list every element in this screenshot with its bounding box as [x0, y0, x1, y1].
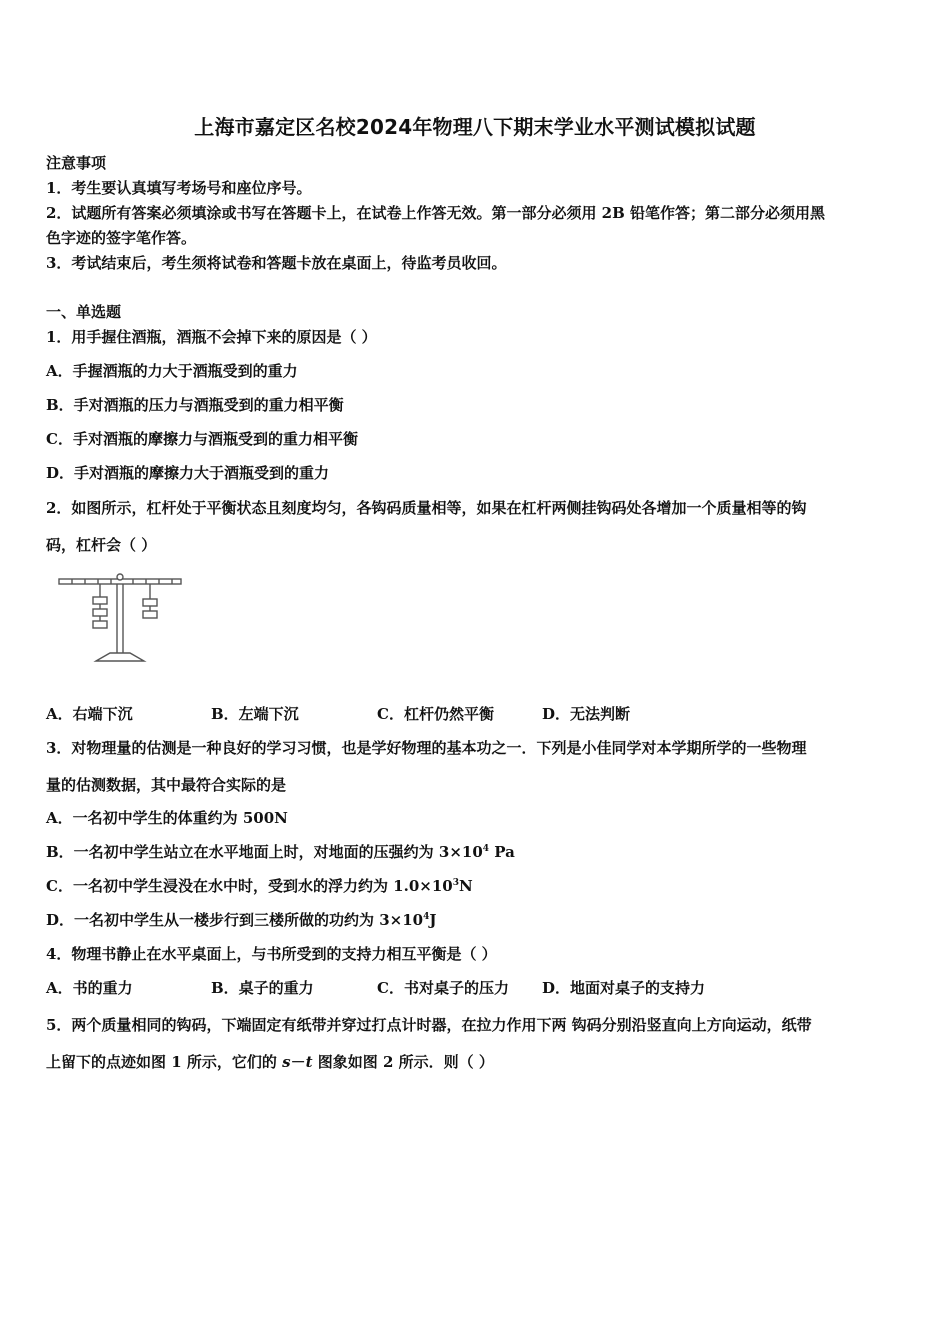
q4-option-b: B．桌子的重力 — [211, 979, 314, 997]
stand-base — [96, 653, 144, 661]
q3-option-b-unit: Pa — [489, 843, 515, 861]
section-heading: 一、单选题 — [46, 303, 122, 321]
q4-option-d: D．地面对桌子的支持力 — [542, 979, 706, 997]
q5-stem-line1: 5．两个质量相同的钩码，下端固定有纸带并穿过打点计时器，在拉力作用下两 钩码分别沿竖直向上方向运动，纸带 — [46, 1016, 812, 1034]
q3-stem-line1: 3．对物理量的估测是一种良好的学习习惯，也是学好物理的基本功之一．下列是小佳同学对本学期所学的一些物理 — [46, 739, 807, 757]
q5-symbol-s: s — [282, 1053, 291, 1071]
lever-balance-figure — [56, 569, 186, 669]
right-weight-2 — [143, 611, 157, 618]
q3-option-c-text: C．一名初中学生浸没在水中时，受到水的浮力约为 1.0×10 — [46, 877, 453, 895]
q5-dash: － — [290, 1053, 306, 1071]
q3-option-d-text: D．一名初中学生从一楼步行到三楼所做的功约为 3×10 — [46, 911, 424, 929]
q3-option-c — [46, 875, 473, 896]
notice-item-1: 1．考生要认真填写考场号和座位序号。 — [46, 179, 312, 197]
q2-option-b: B．左端下沉 — [211, 705, 299, 723]
q4-option-c: C．书对桌子的压力 — [377, 979, 509, 997]
q2-option-d: D．无法判断 — [542, 705, 631, 723]
q3-option-b-text: B．一名初中学生站立在水平地面上时，对地面的压强约为 3×10 — [46, 843, 483, 861]
q3-option-c-exponent: 3 — [452, 878, 459, 888]
q2-option-a: A．右端下沉 — [46, 705, 133, 723]
q3-option-b — [46, 841, 515, 862]
q3-option-b-exponent: 4 — [482, 844, 490, 854]
q1-stem: 1．用手握住酒瓶，酒瓶不会掉下来的原因是（ ） — [46, 328, 377, 346]
q3-option-d — [46, 909, 437, 930]
left-weight-2 — [93, 609, 107, 616]
q3-stem-line2: 量的估测数据，其中最符合实际的是 — [46, 776, 287, 794]
q5-symbol-t: t — [305, 1053, 313, 1071]
q3-option-d-unit: J — [429, 911, 437, 929]
notice-item-2: 2．试题所有答案必须填涂或书写在答题卡上，在试卷上作答无效。第一部分必须用 2B 铅笔作答；第二部分必须用黑 — [46, 204, 826, 222]
page-title: 上海市嘉定区名校2024年物理八下期末学业水平测试模拟试题 — [194, 115, 756, 139]
q4-stem: 4．物理书静止在水平桌面上，与书所受到的支持力相互平衡是（ ） — [46, 945, 497, 963]
left-weight-1 — [93, 597, 107, 604]
notice-item-3: 3．考试结束后，考生须将试卷和答题卡放在桌面上，待监考员收回。 — [46, 254, 507, 272]
q3-option-a: A．一名初中学生的体重约为 500N — [46, 809, 288, 827]
q2-option-c: C．杠杆仍然平衡 — [377, 705, 494, 723]
notice-item-2-cont: 色字迹的签字笔作答。 — [46, 229, 197, 247]
right-weight-1 — [143, 599, 157, 606]
q3-option-c-unit: N — [458, 877, 473, 895]
q1-option-b: B．手对酒瓶的压力与酒瓶受到的重力相平衡 — [46, 396, 344, 414]
q2-stem-line1: 2．如图所示，杠杆处于平衡状态且刻度均匀，各钩码质量相等，如果在杠杆两侧挂钩码处各增加一个质量相等的钩 — [46, 499, 807, 517]
q3-option-d-exponent: 4 — [423, 912, 430, 922]
left-weight-3 — [93, 621, 107, 628]
q4-option-a: A．书的重力 — [46, 979, 133, 997]
notice-heading: 注意事项 — [46, 154, 107, 172]
q2-stem-line2: 码，杠杆会（ ） — [46, 536, 157, 554]
q5-stem-line2 — [46, 1051, 494, 1072]
q1-option-d: D．手对酒瓶的摩擦力大于酒瓶受到的重力 — [46, 464, 330, 482]
q5-stem-pre: 上留下的点迹如图 1 所示，它们的 — [46, 1053, 283, 1071]
pivot — [117, 574, 123, 580]
q1-option-a: A．手握酒瓶的力大于酒瓶受到的重力 — [46, 362, 298, 380]
q5-stem-post: 图象如图 2 所示．则（ ） — [312, 1053, 494, 1071]
q1-option-c: C．手对酒瓶的摩擦力与酒瓶受到的重力相平衡 — [46, 430, 358, 448]
